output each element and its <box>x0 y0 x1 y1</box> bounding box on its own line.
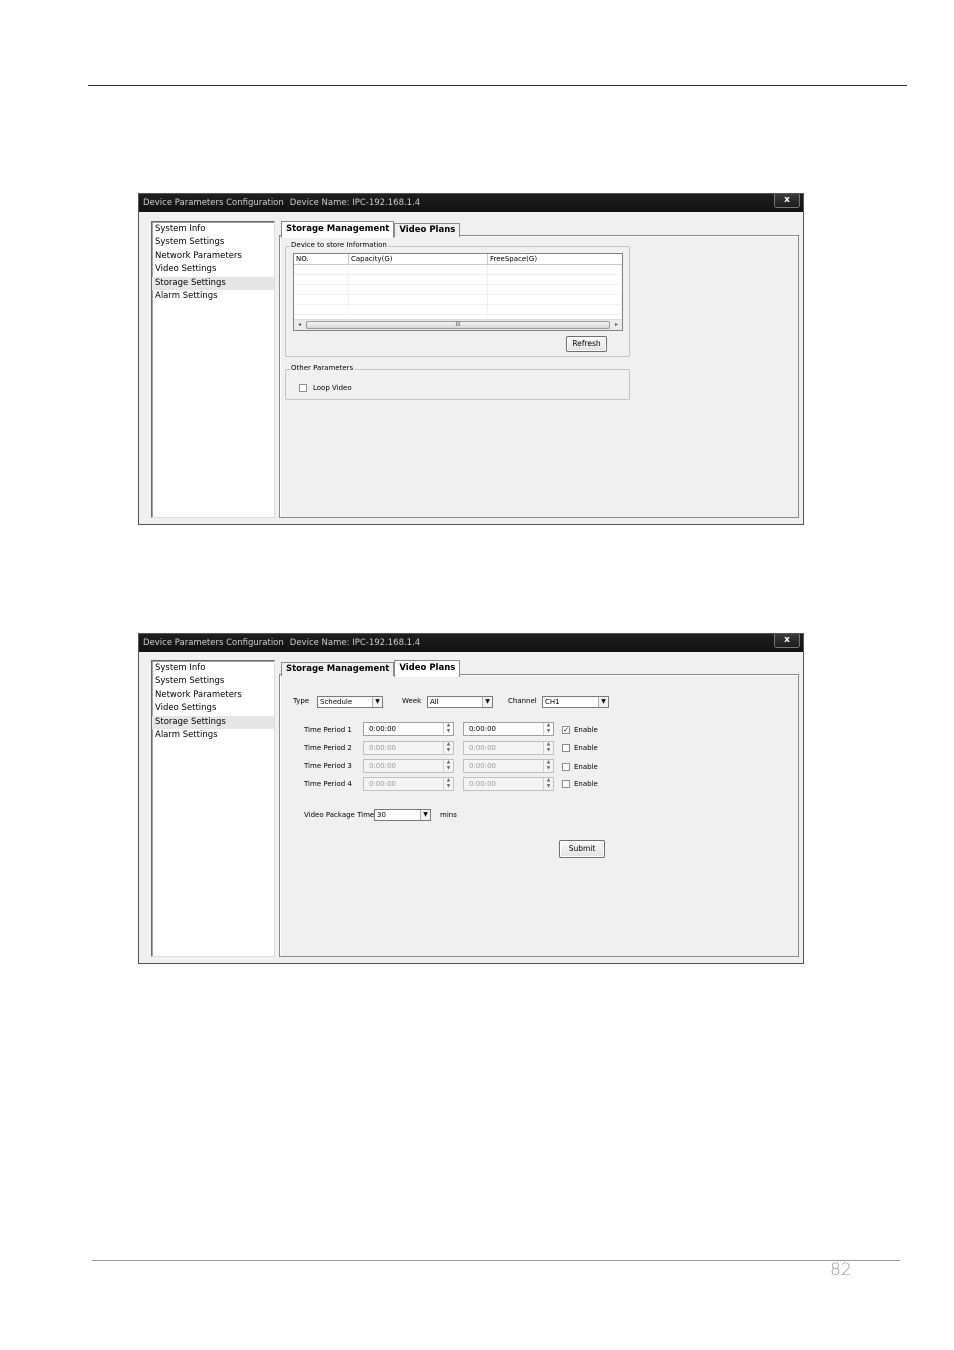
header-rule <box>88 85 907 86</box>
time-period-label: Time Period 1 <box>304 726 352 734</box>
spinner-icon[interactable]: ▲ ▼ <box>543 742 553 754</box>
window-title: Device Parameters Configuration <box>143 198 284 208</box>
spinner-icon[interactable]: ▲ ▼ <box>443 778 453 790</box>
sidebar-item-system-info[interactable]: System Info <box>155 224 206 234</box>
scroll-left-icon[interactable]: ◂ <box>297 321 301 328</box>
sidebar-item-network-parameters[interactable]: Network Parameters <box>155 689 242 700</box>
time-period-label: Time Period 4 <box>304 780 352 788</box>
title-bar <box>139 194 803 212</box>
end-value: 0:00:00 <box>469 780 496 788</box>
package-time-select[interactable] <box>374 809 431 821</box>
sidebar-item-alarm-settings[interactable]: Alarm Settings <box>155 729 218 740</box>
page-number: 82 <box>830 1260 852 1280</box>
tab-strip <box>281 221 460 238</box>
start-value: 0:00:00 <box>369 744 396 752</box>
time-period-2-start[interactable] <box>363 741 454 755</box>
horizontal-scrollbar[interactable] <box>294 319 622 330</box>
type-value: Schedule <box>320 698 353 706</box>
video-plans-window <box>138 633 804 964</box>
tab-storage-management[interactable]: Storage Management <box>281 662 394 676</box>
enable-label: Enable <box>574 763 598 771</box>
tab-video-plans[interactable]: Video Plans <box>394 223 460 237</box>
sidebar-item-video-settings[interactable]: Video Settings <box>155 703 217 714</box>
list-row <box>294 285 622 295</box>
list-row <box>294 295 622 305</box>
time-period-1-end[interactable] <box>463 722 554 736</box>
chevron-down-icon[interactable]: ▼ <box>372 697 382 707</box>
submit-button[interactable]: Submit <box>559 840 605 858</box>
end-value: 0:00:00 <box>469 725 496 733</box>
list-row <box>294 275 622 285</box>
spinner-icon[interactable]: ▲ ▼ <box>443 742 453 754</box>
spinner-icon[interactable]: ▲ ▼ <box>543 723 553 735</box>
close-button[interactable]: x <box>774 634 800 648</box>
sidebar-item-storage-settings[interactable]: Storage Settings <box>152 716 274 729</box>
time-period-2-end[interactable] <box>463 741 554 755</box>
other-parameters-legend: Other Parameters <box>291 364 354 372</box>
spinner-icon[interactable]: ▲ ▼ <box>543 760 553 772</box>
sidebar-item-network-parameters[interactable]: Network Parameters <box>155 250 242 261</box>
start-value: 0:00:00 <box>369 762 396 770</box>
sidebar-item-system-info[interactable]: System Info <box>155 663 206 673</box>
week-value: All <box>430 698 439 706</box>
enable-checkbox-2[interactable] <box>562 744 570 752</box>
chevron-down-icon[interactable]: ▼ <box>420 810 430 820</box>
close-button[interactable]: x <box>774 194 800 208</box>
window-title: Device Parameters Configuration <box>143 638 284 648</box>
scroll-thumb[interactable]: III <box>306 321 610 329</box>
start-value: 0:00:00 <box>369 780 396 788</box>
time-period-1-start[interactable] <box>363 722 454 736</box>
time-period-label: Time Period 2 <box>304 744 352 752</box>
enable-label: Enable <box>574 726 598 734</box>
list-row <box>294 305 622 315</box>
enable-label: Enable <box>574 780 598 788</box>
spinner-icon[interactable]: ▲ ▼ <box>443 723 453 735</box>
package-time-label: Video Package Time <box>304 811 375 819</box>
end-value: 0:00:00 <box>469 762 496 770</box>
channel-value: CH1 <box>545 698 560 706</box>
enable-checkbox-3[interactable] <box>562 763 570 771</box>
package-time-value: 30 <box>377 811 386 819</box>
title-bar <box>139 634 803 652</box>
device-store-group <box>285 241 630 357</box>
storage-management-window <box>138 193 804 525</box>
channel-label: Channel <box>508 697 537 705</box>
device-store-legend: Device to store Information <box>291 241 387 249</box>
device-name: Device Name: IPC-192.168.1.4 <box>289 638 421 648</box>
column-freespace[interactable]: FreeSpace(G) <box>490 255 538 263</box>
refresh-button[interactable]: Refresh <box>566 336 607 352</box>
sidebar-item-system-settings[interactable]: System Settings <box>155 676 225 687</box>
sidebar-item-alarm-settings[interactable]: Alarm Settings <box>155 290 218 301</box>
tab-panel <box>279 674 799 957</box>
enable-label: Enable <box>574 744 598 752</box>
week-select[interactable] <box>427 696 493 708</box>
end-value: 0:00:00 <box>469 744 496 752</box>
footer-rule <box>92 1260 900 1261</box>
loop-video-label: Loop Video <box>313 384 352 392</box>
sidebar-item-video-settings[interactable]: Video Settings <box>155 264 217 275</box>
sidebar <box>151 660 275 957</box>
sidebar-item-system-settings[interactable]: System Settings <box>155 237 225 248</box>
list-header <box>294 254 622 265</box>
time-period-4-start[interactable] <box>363 777 454 791</box>
device-name: Device Name: IPC-192.168.1.4 <box>289 198 421 208</box>
package-unit: mins <box>440 811 457 819</box>
chevron-down-icon[interactable]: ▼ <box>482 697 492 707</box>
week-label: Week <box>402 697 422 705</box>
list-row <box>294 265 622 275</box>
storage-list[interactable] <box>293 253 623 331</box>
tab-panel <box>279 235 799 518</box>
chevron-down-icon[interactable]: ▼ <box>598 697 608 707</box>
time-period-label: Time Period 3 <box>304 762 352 770</box>
type-label: Type <box>293 697 310 705</box>
sidebar <box>151 221 275 518</box>
loop-video-checkbox[interactable] <box>299 384 307 392</box>
scroll-right-icon[interactable]: ▸ <box>614 321 618 328</box>
spinner-icon[interactable]: ▲ ▼ <box>443 760 453 772</box>
time-period-3-start[interactable] <box>363 759 454 773</box>
time-period-3-end[interactable] <box>463 759 554 773</box>
start-value: 0:00:00 <box>369 725 396 733</box>
other-parameters-group <box>285 364 630 400</box>
column-capacity[interactable]: Capacity(G) <box>349 254 488 264</box>
column-no[interactable]: NO. <box>294 254 349 264</box>
tab-storage-management[interactable]: Storage Management <box>281 221 394 238</box>
time-period-4-end[interactable] <box>463 777 554 791</box>
enable-checkbox-1[interactable]: ✓ <box>563 726 569 734</box>
channel-select[interactable] <box>542 696 609 708</box>
sidebar-item-storage-settings[interactable]: Storage Settings <box>152 277 274 290</box>
spinner-icon[interactable]: ▲ ▼ <box>543 778 553 790</box>
enable-checkbox-4[interactable] <box>562 780 570 788</box>
tab-strip <box>281 660 460 677</box>
type-select[interactable] <box>317 696 383 708</box>
tab-video-plans[interactable]: Video Plans <box>394 660 460 677</box>
